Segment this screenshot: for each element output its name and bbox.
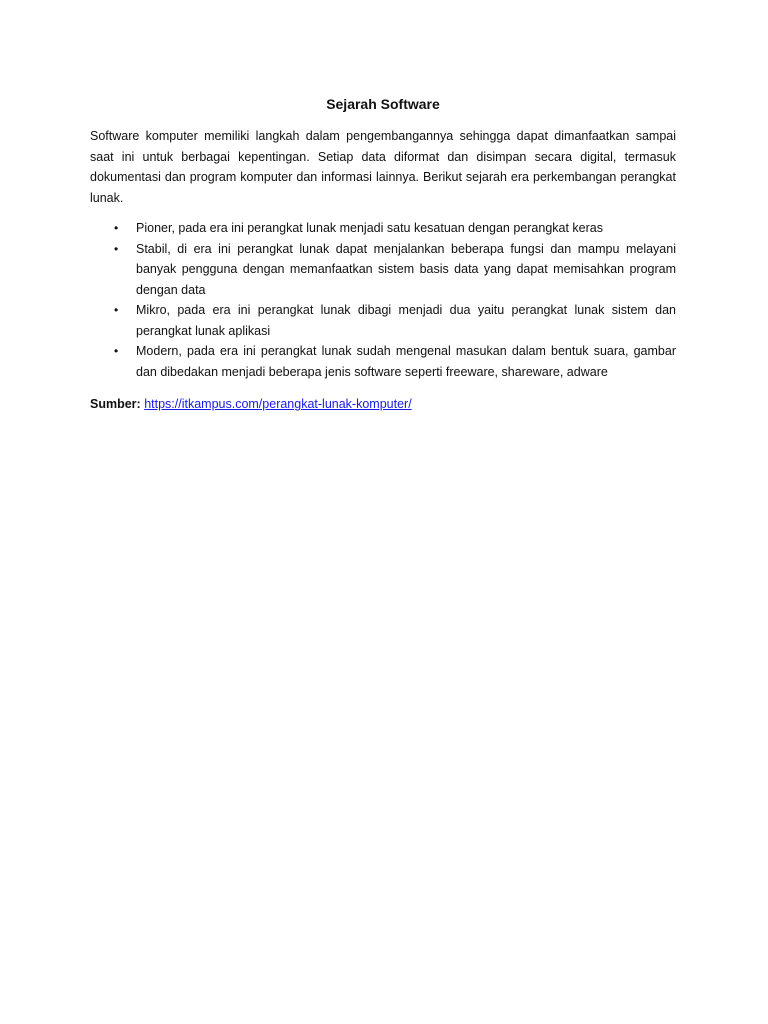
source-label: Sumber: (90, 397, 141, 411)
source-link[interactable]: https://itkampus.com/perangkat-lunak-komputer/ (144, 397, 412, 411)
bullet-icon: • (114, 303, 119, 317)
bullet-icon: • (114, 241, 119, 256)
document-content (90, 94, 676, 415)
list-item-text: Modern, pada era ini perangkat lunak sudah mengenal masukan dalam bentuk suara, gambar dan dibedakan menjadi beberapa jenis software seperti freeware, shareware, adware (136, 344, 676, 379)
source-line (90, 394, 676, 415)
era-list (90, 218, 676, 382)
list-item-mikro (90, 300, 676, 341)
intro-paragraph: Software komputer memiliki langkah dalam pengembangannya sehingga dapat dimanfaatkan sampai saat ini untuk berbagai kepentingan. Setiap data diformat dan disimpan secara digital, termasuk dokumentasi dan program komputer dan informasi lainnya. Berikut sejarah era perkembangan perangkat lunak. (90, 129, 676, 205)
list-item-text: Mikro, pada era ini perangkat lunak dibagi menjadi dua yaitu perangkat lunak sistem dan perangkat lunak aplikasi (136, 303, 676, 338)
bullet-icon: • (114, 221, 119, 235)
document-title: Sejarah Software (326, 96, 440, 112)
bullet-icon: • (114, 344, 119, 358)
list-item-text: Stabil, di era ini perangkat lunak dapat menjalankan beberapa fungsi dan mampu melayani banyak pengguna dengan memanfaatkan sistem basis data yang dapat memisahkan program dengan data (136, 241, 676, 297)
list-item-pioner (90, 218, 676, 239)
list-item-stabil (90, 239, 676, 301)
list-item-text: Pioner, pada era ini perangkat lunak menjadi satu kesatuan dengan perangkat keras (136, 221, 603, 235)
list-item-modern (90, 341, 676, 382)
